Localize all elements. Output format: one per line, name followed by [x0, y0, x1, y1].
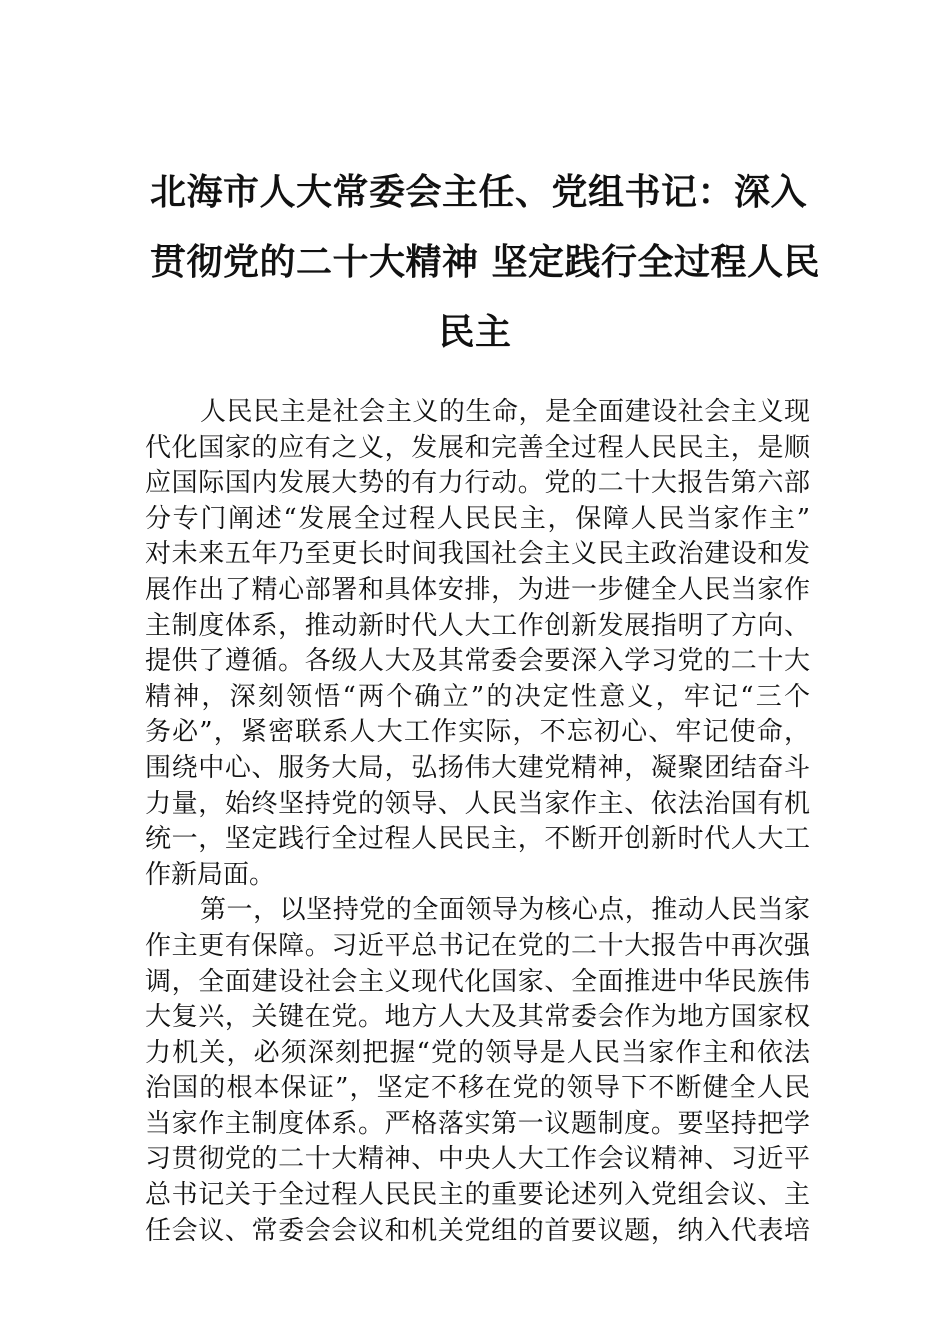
- text-line: 当家作主制度体系。严格落实第一议题制度。要坚持把学: [145, 1108, 810, 1139]
- text-line: 分专门阐述“发展全过程人民民主，保障人民当家作主”: [145, 503, 810, 534]
- text-line: 代化国家的应有之义，发展和完善全过程人民民主，是顺: [145, 432, 810, 463]
- text-line: 对未来五年乃至更长时间我国社会主义民主政治建设和发: [145, 539, 810, 570]
- text-line: 提供了遵循。各级人大及其常委会要深入学习党的二十大: [145, 646, 810, 677]
- text-line: 调，全面建设社会主义现代化国家、全面推进中华民族伟: [145, 966, 810, 997]
- text-line: 习贯彻党的二十大精神、中央人大工作会议精神、习近平: [145, 1144, 810, 1175]
- paragraph: [145, 893, 810, 1249]
- paragraph: [145, 395, 810, 893]
- text-line: 第一，以坚持党的全面领导为核心点，推动人民当家: [200, 895, 810, 926]
- text-line: 大复兴，关键在党。地方人大及其常委会作为地方国家权: [145, 1002, 810, 1033]
- text-line: 作新局面。: [145, 859, 276, 890]
- text-line: 治国的根本保证”，坚定不移在党的领导下不断健全人民: [145, 1073, 810, 1104]
- text-line: 统一，坚定践行全过程人民民主，不断开创新时代人大工: [145, 824, 810, 855]
- text-line: 围绕中心、服务大局，弘扬伟大建党精神，凝聚团结奋斗: [145, 752, 810, 783]
- text-line: 主制度体系，推动新时代人大工作创新发展指明了方向、: [145, 610, 810, 641]
- document-body: [145, 395, 810, 1249]
- text-line: 务必”，紧密联系人大工作实际，不忘初心、牢记使命，: [145, 717, 810, 748]
- title-line: 民主: [438, 312, 512, 353]
- text-line: 展作出了精心部署和具体安排，为进一步健全人民当家作: [145, 574, 810, 605]
- document-title: [150, 158, 821, 368]
- text-line: 作主更有保障。习近平总书记在党的二十大报告中再次强: [145, 930, 810, 961]
- text-line: 人民民主是社会主义的生命，是全面建设社会主义现: [200, 397, 810, 427]
- text-line: 力量，始终坚持党的领导、人民当家作主、依法治国有机: [145, 788, 810, 819]
- title-line: 贯彻党的二十大精神 坚定践行全过程人民: [150, 242, 821, 283]
- text-line: 总书记关于全过程人民民主的重要论述列入党组会议、主: [145, 1180, 810, 1211]
- text-line: 应国际国内发展大势的有力行动。党的二十大报告第六部: [145, 468, 810, 499]
- text-line: 精神，深刻领悟“两个确立”的决定性意义，牢记“三个: [145, 681, 810, 712]
- text-line: 力机关，必须深刻把握“党的领导是人民当家作主和依法: [145, 1037, 810, 1068]
- text-line: 任会议、常委会会议和机关党组的首要议题，纳入代表培: [145, 1215, 810, 1246]
- title-line: 北海市人大常委会主任、党组书记：深入: [150, 172, 808, 213]
